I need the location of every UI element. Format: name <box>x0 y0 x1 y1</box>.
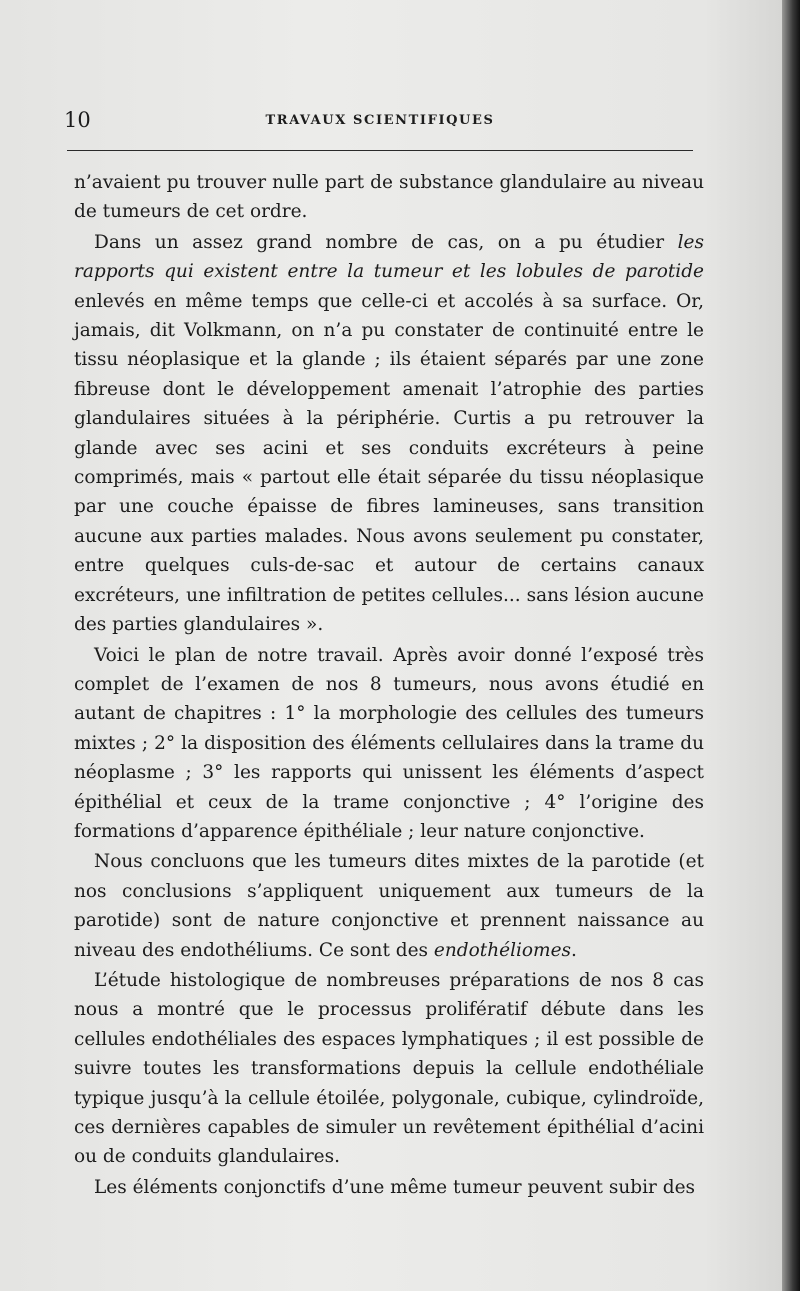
page-number: 10 <box>64 108 91 132</box>
paragraph-elements: Les éléments conjonctifs d’une même tumeur peuvent subir des <box>94 1176 696 1198</box>
paragraph-histologie: L’étude histologique de nombreuses préparations de nos 8 cas nous a montré que le processus prolifératif débute dans les cellules endothéliales des espaces lymphatiques ; il est possible de suivre toutes les transformations depuis la cellule endothéliale typique jusqu’à la cellule étoilée, polygonale, cubique, cylindroïde, ces dernières capables de simuler un revêtement épithélial d’acini ou de conduits glandulaires. <box>74 969 704 1168</box>
paragraph-conclusions: Nous concluons que les tumeurs dites mixtes de la parotide (et nos conclusions s’appliquent uniquement aux tumeurs de la parotide) sont de nature conjonctive et prennent naissance au niveau des endothéliums. Ce sont des endothéliomes. <box>74 851 704 961</box>
paragraph-plan: Voici le plan de notre travail. Après avoir donné l’exposé très complet de l’examen de nos 8 tumeurs, nous avons étudié en autant de chapitres : 1° la morphologie des cellules des tumeurs mixtes ; 2° la disposition des éléments cellulaires dans la trame du néoplasme ; 3° les rapports qui unissent les éléments d’aspect épithélial et ceux de la trame conjonctive ; 4° l’origine des formations d’apparence épithéliale ; leur nature conjonctive. <box>74 644 704 842</box>
running-title: TRAVAUX SCIENTIFIQUES <box>265 113 495 128</box>
italic-term: endothéliomes <box>433 939 572 961</box>
body-text <box>74 168 704 1202</box>
page-header <box>64 104 696 134</box>
page-edge-shadow <box>782 0 800 1291</box>
header-rule <box>67 150 693 151</box>
paragraph-continuation: n’avaient pu trouver nulle part de substance glandulaire au niveau de tumeurs de cet ordre. <box>74 172 704 223</box>
paragraph-rapports: Dans un assez grand nombre de cas, on a pu étudier les rapports qui existent entre la tumeur et les lobules de parotide enlevés en même temps que celle-ci et accolés à sa surface. Or, jamais, dit Volkmann, on n’a pu constater de continuité entre le tissu néoplasique et la glande ; ils étaient séparés par une zone fibreuse dont le développement amenait l’atrophie des parties glandulaires situées à la périphérie. Curtis a pu retrouver la glande avec ses acini et ses conduits excréteurs à peine comprimés, mais « partout elle était séparée du tissu néoplasique par une couche épaisse de fibres lamineuses, sans transition aucune aux parties malades. Nous avons seulement pu constater, entre quelques culs-de-sac et autour de certains canaux excréteurs, une infiltration de petites cellules... sans lésion aucune des parties glandulaires ». <box>74 231 704 636</box>
italic-phrase: les rapports qui existent entre la tumeur et les lobules de parotide <box>74 231 704 283</box>
